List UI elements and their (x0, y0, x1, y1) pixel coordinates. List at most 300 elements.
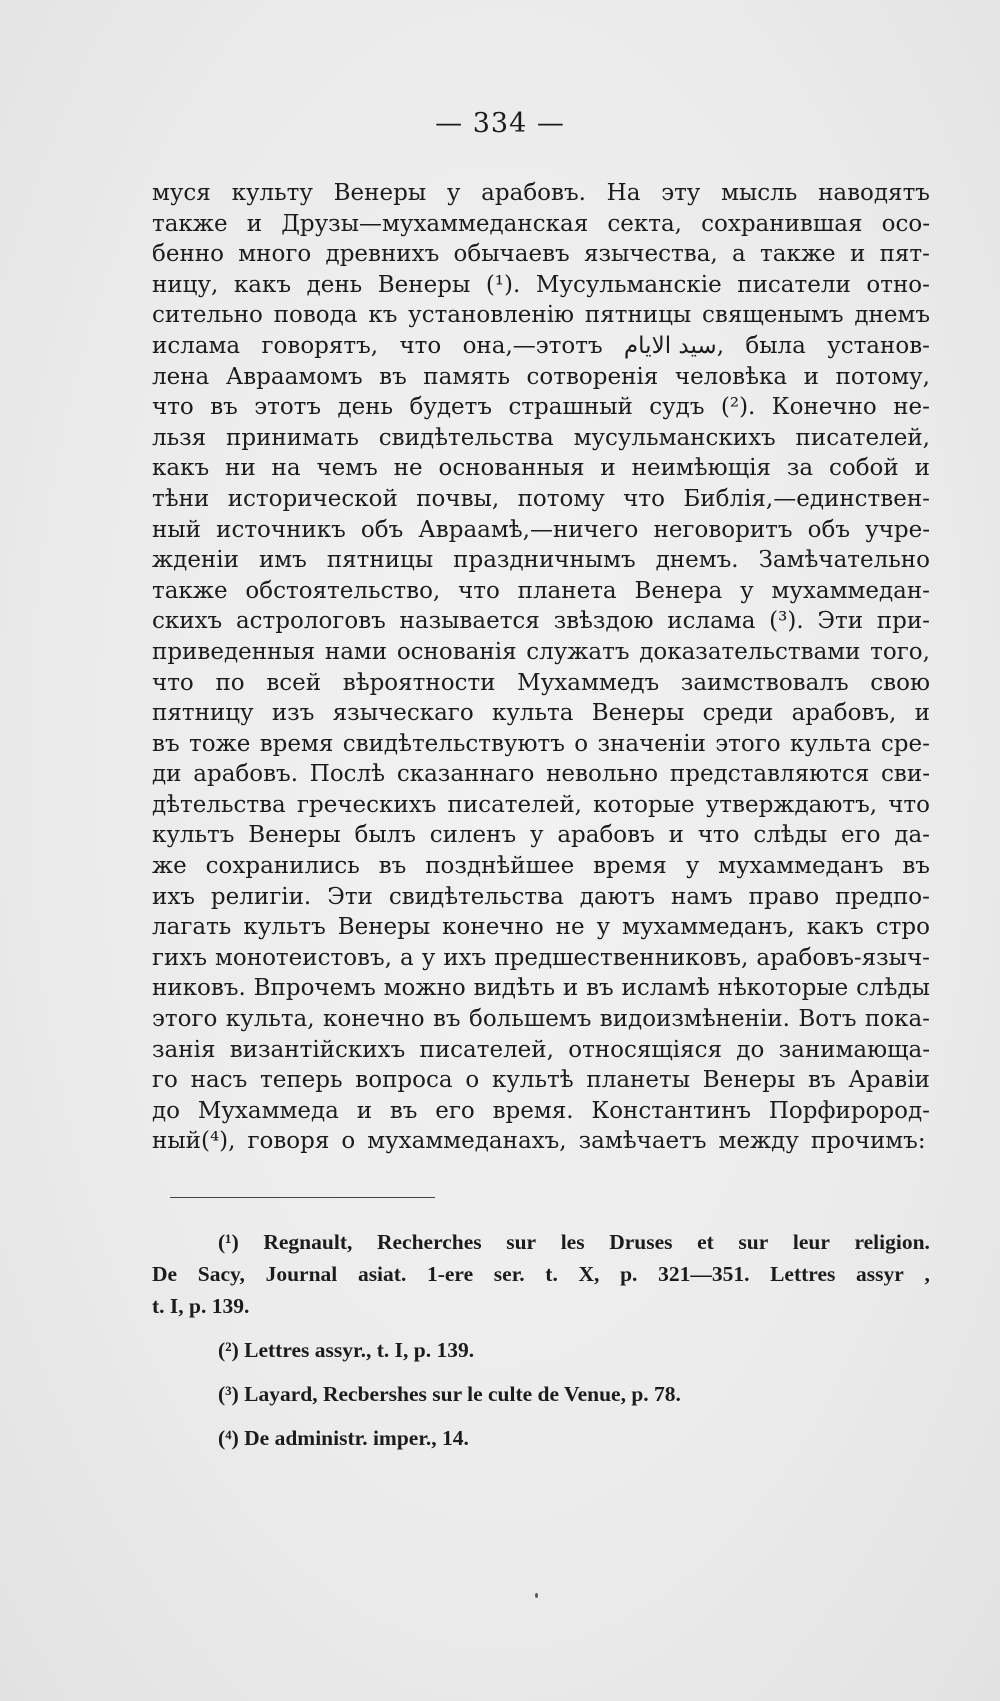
text-word: чемъ (316, 455, 378, 482)
text-word: стро (875, 914, 930, 941)
footnote-word: p. (620, 1262, 638, 1286)
text-line (152, 729, 930, 760)
text-word: предпо- (835, 883, 930, 910)
text-line (152, 239, 930, 270)
footnote-4: (⁴) De administr. imper., 14. (218, 1426, 469, 1450)
footnote-word: et (697, 1230, 714, 1254)
arabic-phrase: سيد الايام (623, 332, 717, 359)
text-word: до (736, 1036, 765, 1063)
text-word: что (458, 577, 500, 604)
text-word: и (246, 210, 263, 237)
text-word: служатъ (526, 638, 630, 665)
text-word: сви- (881, 761, 930, 788)
footnote-2: (²) Lettres assyr., t. I, p. 139. (218, 1338, 475, 1362)
text-word: прочимъ: (810, 1128, 926, 1155)
footnotes (152, 1226, 930, 1454)
text-word: силенъ (429, 822, 517, 849)
text-line (152, 851, 930, 882)
footnote-word: ser. (493, 1262, 525, 1286)
text-word: при- (876, 608, 930, 635)
text-line (152, 545, 930, 576)
text-word: исторической (227, 485, 398, 512)
text-word: а (399, 944, 414, 971)
text-word: и (356, 1097, 373, 1124)
footnote-word: t. (545, 1262, 558, 1286)
text-word: что (399, 332, 442, 359)
text-word: право (748, 883, 820, 910)
text-word: наводятъ (818, 180, 930, 206)
text-word: что (152, 394, 194, 421)
text-word: гихъ (152, 944, 207, 971)
text-word: большемъ (468, 1006, 592, 1033)
footnote-divider (170, 1197, 435, 1198)
text-word: культъ (243, 914, 326, 941)
text-line (152, 606, 930, 637)
page-number: — 334 — (435, 108, 565, 139)
text-word: (³). (769, 608, 804, 635)
text-word: среди (702, 700, 774, 727)
text-word: мухаммеданъ (718, 853, 884, 880)
text-line (152, 300, 930, 331)
text-word: ихъ (443, 944, 487, 971)
text-line (152, 1004, 930, 1035)
text-word: собой (828, 455, 899, 482)
text-word: была (745, 332, 806, 359)
text-word: между (718, 1128, 799, 1155)
text-word: да- (894, 822, 930, 849)
text-word: память (423, 363, 510, 390)
text-word: о (465, 1067, 480, 1094)
text-word: нами (324, 638, 388, 665)
text-word: объ (807, 516, 850, 543)
text-word: пока- (864, 1006, 930, 1033)
footnote-word: les (560, 1230, 585, 1254)
text-word: день (337, 394, 394, 421)
text-word: жденіи (152, 547, 239, 574)
text-word: ислама (667, 608, 756, 635)
text-word: сказаннаго (396, 761, 535, 788)
text-line (152, 576, 930, 607)
text-word: ихъ (152, 883, 195, 910)
text-word: лена (152, 363, 210, 390)
main-text (152, 178, 930, 1157)
text-word: учре- (865, 516, 930, 543)
text-word: въ (432, 1006, 461, 1033)
text-word: нѣкоторые (717, 975, 849, 1002)
text-word: мухаммеданахъ, (367, 1128, 567, 1155)
text-word: Венеры (377, 271, 471, 298)
footnote-1-line-2 (152, 1258, 930, 1290)
text-word: арабовъ, (791, 700, 897, 727)
text-word: языческаго (332, 700, 474, 727)
text-word: Венера (634, 577, 723, 604)
text-word: скихъ (152, 608, 223, 635)
footnote-word: , (924, 1262, 930, 1286)
text-word: Аравіи (848, 1067, 930, 1094)
text-word: также (152, 210, 228, 237)
text-line (152, 1126, 930, 1157)
text-word: изъ (271, 700, 315, 727)
text-word: культа (790, 730, 872, 757)
text-word: осо- (881, 210, 930, 237)
footnote-word: asiat. (357, 1262, 407, 1286)
text-word: что (697, 822, 740, 849)
text-line (152, 331, 930, 362)
text-word: тѣни (152, 485, 210, 512)
text-word: занимающа- (778, 1036, 930, 1063)
text-word: потому (517, 485, 605, 512)
text-word: заимствовалъ (680, 669, 849, 696)
text-word: культа, (225, 1006, 315, 1033)
footnote-1-line-1 (152, 1226, 930, 1258)
text-word: не (393, 455, 423, 482)
text-word: позднѣйшее (425, 853, 575, 880)
text-word: и (849, 241, 866, 268)
text-word: и (914, 455, 930, 482)
text-word: льзя (152, 424, 207, 451)
text-word: не (555, 914, 585, 941)
text-word: На (606, 180, 641, 206)
text-word: предшественниковъ, (494, 944, 749, 971)
text-word: у (740, 577, 754, 604)
text-word: дѣтельства (152, 791, 286, 818)
text-word: приведенныя (152, 638, 316, 665)
text-word: культу (231, 180, 313, 206)
text-word: намъ (671, 883, 733, 910)
text-word: ный (152, 516, 201, 543)
text-word: мусульманскихъ (573, 424, 776, 451)
text-word: страшный (508, 394, 633, 421)
text-word: повода (273, 302, 358, 329)
text-word: эту (661, 180, 701, 206)
text-word: въ (379, 363, 407, 390)
text-word: ислама (152, 332, 241, 359)
text-word: у (596, 914, 611, 941)
text-word: его (840, 822, 881, 849)
text-word: никовъ. (152, 975, 246, 1002)
text-word: этотъ (254, 394, 322, 421)
text-word: которые (593, 791, 695, 818)
text-word: арабовъ-языч- (756, 944, 930, 971)
text-word: культѣ (491, 1067, 574, 1094)
text-word: время (259, 730, 334, 757)
text-word: Замѣчательно (758, 547, 930, 574)
text-line (152, 1096, 930, 1127)
text-word: время. (492, 1097, 574, 1124)
text-word: же (152, 853, 187, 880)
text-word: и (668, 822, 684, 849)
text-word: въ (378, 853, 407, 880)
text-word: на (271, 455, 301, 482)
text-word: можно (383, 975, 466, 1002)
text-word: о (341, 1128, 356, 1155)
text-word: установ- (827, 332, 930, 359)
text-word: всей (266, 669, 322, 696)
text-word: человѣка (674, 363, 788, 390)
text-line (152, 912, 930, 943)
text-line (152, 362, 930, 393)
text-word: го (152, 1067, 178, 1094)
text-word: этого (152, 1006, 218, 1033)
text-line (152, 882, 930, 913)
text-word: почвы, (416, 485, 500, 512)
text-word: ницу, (152, 271, 219, 298)
text-word: муся (152, 180, 211, 206)
text-word: говоря (247, 1128, 330, 1155)
text-line (152, 943, 930, 974)
text-word: даютъ (579, 883, 656, 910)
text-word: Венеры (333, 180, 427, 206)
footnote-word: X, (578, 1262, 600, 1286)
text-word: принимать (226, 424, 359, 451)
text-word: арабовъ. (481, 180, 586, 206)
text-word: Конечно (771, 394, 877, 421)
footnote-word: Recherches (376, 1230, 482, 1254)
text-word: звѣздою (553, 608, 654, 635)
text-word: религіи. (210, 883, 312, 910)
text-word: мухаммеданъ, (622, 914, 795, 941)
text-word: не- (893, 394, 930, 421)
text-word: (²). (720, 394, 756, 421)
text-word: объ (360, 516, 404, 543)
text-word: основанныя (438, 455, 585, 482)
text-word: того, (870, 638, 930, 665)
text-word: обычаевъ (453, 241, 570, 268)
text-line (152, 637, 930, 668)
footnote-word: sur (506, 1230, 537, 1254)
text-word: сотворенія (526, 363, 659, 390)
text-word: (¹). (485, 271, 521, 298)
text-word: тоже (188, 730, 251, 757)
text-word: Мусульманскіе (535, 271, 722, 298)
text-word: писателей, (795, 424, 930, 451)
text-word: у (529, 822, 544, 849)
text-word: относящіяся (568, 1036, 722, 1063)
text-word: свидѣтельства (388, 883, 564, 910)
text-word: судъ (649, 394, 705, 421)
text-line (152, 423, 930, 454)
text-word: называется (399, 608, 540, 635)
text-word: а (732, 241, 746, 268)
text-word: и (803, 363, 819, 390)
text-line (152, 270, 930, 301)
text-line (152, 392, 930, 423)
text-word: ди (152, 761, 182, 788)
text-word: по (215, 669, 245, 696)
text-word: Мухаммеда (197, 1097, 339, 1124)
text-word: древнихъ (325, 241, 440, 268)
text-word: лагать (152, 914, 232, 941)
text-word: Венеры (702, 1067, 796, 1094)
text-word: въ (389, 1097, 418, 1124)
text-word: мысль (721, 180, 798, 206)
text-word: у (685, 853, 700, 880)
text-word: много (238, 241, 312, 268)
text-word: свою (870, 669, 930, 696)
text-word: также (760, 241, 836, 268)
text-word: пятницу (152, 700, 254, 727)
text-word: видоизмѣненіи. (599, 1006, 790, 1033)
text-word-arabic: سيد الايام, (624, 331, 724, 362)
text-word: слѣды (753, 822, 828, 849)
text-line (152, 515, 930, 546)
text-word: какъ (806, 914, 864, 941)
text-word: потому, (835, 363, 930, 390)
text-word: слѣды (856, 975, 930, 1002)
text-word: Впрочемъ (253, 975, 376, 1002)
text-word: сохранившая (701, 210, 863, 237)
text-line (152, 759, 930, 790)
text-word: въ (586, 975, 614, 1002)
text-word: вѣроятности (342, 669, 496, 696)
footnote-word: sur (738, 1230, 769, 1254)
text-word: установленію (408, 302, 575, 329)
text-word: культа (492, 700, 574, 727)
text-word: былъ (354, 822, 416, 849)
text-word: конечно (442, 914, 544, 941)
text-word: источникъ (216, 516, 346, 543)
text-word: вопроса (355, 1067, 453, 1094)
text-word: пятницы (326, 547, 434, 574)
text-word: конечно (323, 1006, 425, 1033)
footnote-word: De (152, 1262, 178, 1286)
text-word: занія (152, 1036, 216, 1063)
footnote-word: (¹) (218, 1230, 239, 1254)
text-word: за (786, 455, 814, 482)
text-word: секта, (607, 210, 682, 237)
text-word: о (574, 730, 589, 757)
text-word: Мухаммедъ (517, 669, 660, 696)
text-word: его (435, 1097, 475, 1124)
text-word: день (306, 271, 363, 298)
footnote-word: Sacy, (197, 1262, 245, 1286)
text-word: исламѣ (621, 975, 710, 1002)
text-word: въ (210, 394, 238, 421)
text-word: днемъ (854, 302, 930, 329)
text-line (152, 973, 930, 1004)
text-word: до (152, 1097, 181, 1124)
text-word: также (152, 577, 228, 604)
text-word: Друзы—мухаммеданская (281, 210, 589, 237)
text-word: отно- (866, 271, 930, 298)
text-word: ни (224, 455, 256, 482)
text-line (152, 698, 930, 729)
text-word: неговоритъ (653, 516, 793, 543)
text-word: и (562, 975, 579, 1002)
text-word: писателей, (419, 1036, 554, 1063)
text-word: Авраамомъ (225, 363, 363, 390)
footnote-word: 1-ere (426, 1262, 474, 1286)
text-word: сре- (880, 730, 930, 757)
text-line (152, 790, 930, 821)
text-word: священымъ (702, 302, 844, 329)
text-line (152, 1035, 930, 1066)
text-line (152, 453, 930, 484)
text-word: какъ (152, 455, 210, 482)
text-line (152, 484, 930, 515)
text-word: Константинъ (591, 1097, 752, 1124)
text-word: теперь (260, 1067, 343, 1094)
paper-speck (535, 1593, 538, 1598)
text-word: насъ (190, 1067, 248, 1094)
text-word: днемъ. (655, 547, 739, 574)
text-word: въ (902, 853, 930, 880)
text-line (152, 668, 930, 699)
text-word: Авраамѣ,—ничего (418, 516, 639, 543)
text-word: византійскихъ (229, 1036, 406, 1063)
footnote-word: Regnault, (263, 1230, 353, 1254)
footnote-word: leur (792, 1230, 830, 1254)
text-word: этого (715, 730, 781, 757)
text-word: монотеистовъ, (215, 944, 392, 971)
text-word: писатели (737, 271, 851, 298)
text-word: что (152, 669, 194, 696)
text-word: какъ (233, 271, 291, 298)
text-word: мухаммедан- (771, 577, 930, 604)
text-word: что (888, 791, 930, 818)
text-word: она,—этотъ (462, 332, 603, 359)
text-word: представляются (669, 761, 870, 788)
text-word: планеты (586, 1067, 691, 1094)
footnote-word: Journal (265, 1262, 338, 1286)
text-word: пятницы (584, 302, 692, 329)
text-word: у (421, 944, 436, 971)
text-word: имъ (258, 547, 307, 574)
text-word: Эти (327, 883, 373, 910)
text-word: ный(⁴), (152, 1128, 236, 1155)
footnote-1-line-3: t. I, p. 139. (152, 1294, 250, 1318)
text-word: основанія (396, 638, 517, 665)
text-word: праздничнымъ (453, 547, 636, 574)
footnote-word: religion. (854, 1230, 930, 1254)
text-word: видѣть (473, 975, 556, 1002)
text-word: неимѣющія (631, 455, 771, 482)
text-word: культъ (152, 822, 235, 849)
text-word: Венеры (591, 700, 685, 727)
text-word: язычества, (583, 241, 718, 268)
footnote-word: Lettres (770, 1262, 836, 1286)
text-line (152, 178, 930, 209)
text-word: время (593, 853, 667, 880)
text-word: Послѣ (309, 761, 386, 788)
text-line (152, 1065, 930, 1096)
text-word: Библія,—единствен- (683, 485, 930, 512)
text-word: и (600, 455, 616, 482)
footnote-word: assyr (856, 1262, 904, 1286)
text-word: сительно (152, 302, 263, 329)
text-word: говорятъ, (261, 332, 379, 359)
footnote-word: Druses (609, 1230, 673, 1254)
text-word: Порфирород- (768, 1097, 930, 1124)
text-word: арабовъ. (193, 761, 299, 788)
text-word: значеніи (597, 730, 706, 757)
footnote-3: (³) Layard, Recbershes sur le culte de Venue, p. 78. (218, 1382, 681, 1406)
text-word: Эти (817, 608, 864, 635)
text-word: арабовъ (557, 822, 655, 849)
text-word: доказательствами (639, 638, 861, 665)
text-word: у (446, 180, 461, 206)
text-word: невольно (546, 761, 659, 788)
text-word: Венеры (248, 822, 341, 849)
text-word: обстоятельство, (245, 577, 441, 604)
text-word: къ (368, 302, 398, 329)
text-word: писателей, (447, 791, 582, 818)
text-word: Венеры (337, 914, 431, 941)
text-word: будетъ (409, 394, 493, 421)
text-word: замѣчаетъ (578, 1128, 707, 1155)
text-word: въ (808, 1067, 836, 1094)
text-word: и (914, 700, 930, 727)
